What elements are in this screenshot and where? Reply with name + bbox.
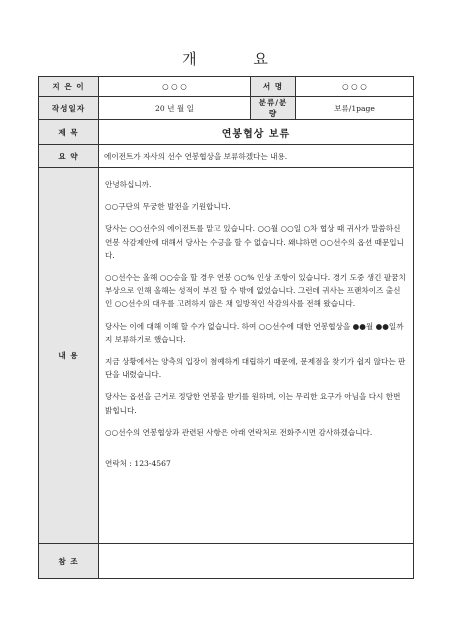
contact-line: 연락처 : 123-4567 [105,459,171,469]
content-row [39,168,414,544]
subject-label: 제 목 [39,120,99,145]
option-paragraph: ○○선수는 올해 ○○승을 할 경우 연봉 ○○% 인상 조항이 있습니다. 경기 도중 생긴 팔꿈치 부상으로 인해 올해는 성적이 부진 할 수 밖에 없었습니다. 그런데 귀사는 프랜차이즈 출신인 ○○선수의 대우를 고려하지 않은 채 일방적인 삭감의사를 전해 왔습니다. [105,273,406,309]
summary-value: 에이전트가 자사의 선수 연봉협상을 보류하겠다는 내용. [99,145,414,168]
sign-value: ○ ○ ○ [296,77,414,97]
position-paragraph: 당사는 ○○선수의 에이전트를 맡고 있습니다. ○○월 ○○일 ○차 협상 때 귀사가 말씀하신 연봉 삭감제안에 대해서 당사는 수긍을 할 수 없습니다. 왜냐하면 ○○선수의 옵션 때문입니다. [105,224,404,260]
content-cell [99,168,414,544]
date-label: 작성일자 [39,97,99,120]
sign-label: 서 명 [251,77,296,97]
document-title: 개 요 [182,50,294,68]
summary-label: 요 약 [39,145,99,168]
content-label: 내 용 [39,168,99,544]
wish-paragraph: ○○구단의 무궁한 발전을 기원합니다. [105,202,231,212]
situation-paragraph: 지금 상황에서는 양측의 입장이 첨예하게 대립하기 때문에, 문제점을 찾기가 쉽지 않다는 판단을 내렸습니다. [105,357,406,380]
request-paragraph: ○○선수의 연봉협상과 관련된 사항은 아래 연락처로 전화주시면 감사하겠습니다. [105,427,373,437]
subject-value: 연봉협상 보류 [99,120,414,145]
author-value: ○ ○ ○ [99,77,251,97]
category-label: 분류/분량 [251,97,296,120]
summary-row [39,145,414,168]
author-label: 지 은 이 [39,77,99,97]
reference-label: 참 조 [39,544,99,579]
demand-paragraph: 당사는 옵션을 근거로 정당한 연봉을 받기를 원하며, 이는 무리한 요구가 아님을 다시 한번 밝힙니다. [105,392,401,415]
reference-row [39,544,414,579]
date-value: 20 년 월 일 [99,97,251,120]
reference-value [99,544,414,579]
summary-form-table [38,76,414,579]
date-row [39,97,414,120]
hold-paragraph: 당사는 이에 대해 이해 할 수가 없습니다. 하여 ○○선수에 대한 연봉협상을 ●●월 ●●일까지 보류하기로 했습니다. [105,321,404,344]
author-row [39,77,414,97]
greeting-paragraph: 안녕하십니까. [105,180,152,189]
subject-row [39,120,414,145]
category-value: 보류/1page [296,97,414,120]
